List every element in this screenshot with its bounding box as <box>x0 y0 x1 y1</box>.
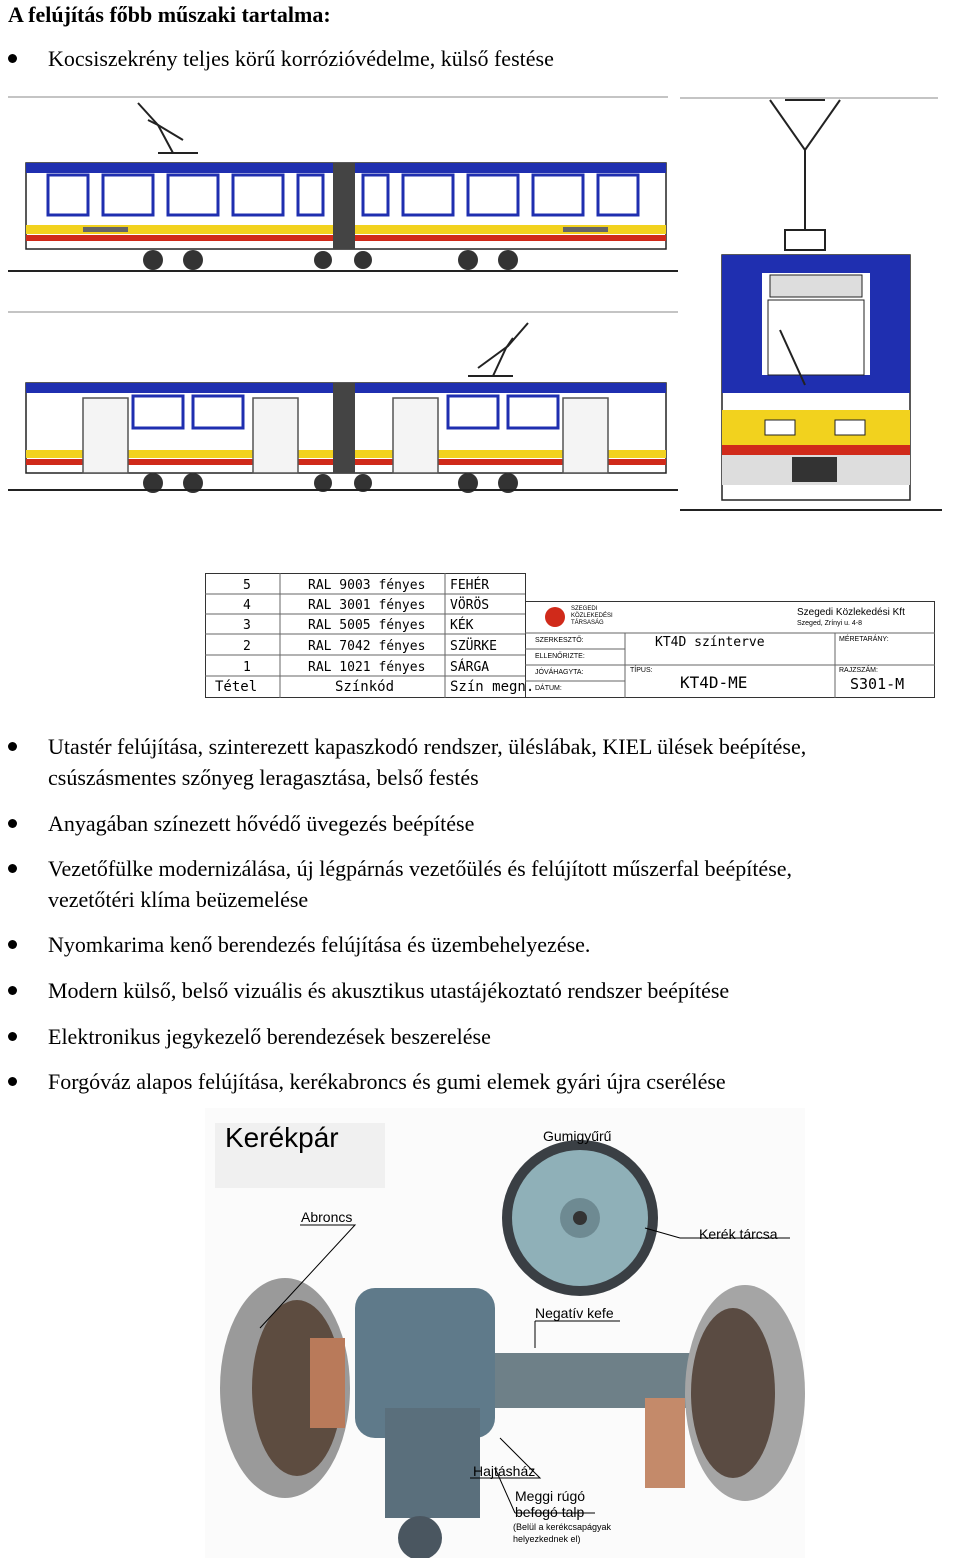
bullet-dot <box>8 54 17 63</box>
bullet-text-line2: csúszásmentes szőnyeg leragasztása, belső festés <box>48 765 479 790</box>
field-checked: ELLENŐRIZTE: <box>535 653 585 660</box>
legend-row-ral: RAL 7042 fényes <box>308 639 426 654</box>
field-date: DÁTUM: <box>535 685 562 692</box>
bullet-dot <box>8 1077 17 1086</box>
legend-header-name: Szín megn. <box>450 679 535 695</box>
bullet-dot <box>8 940 17 949</box>
field-designer: SZERKESZTŐ: <box>535 637 584 644</box>
label-hajtashaz: Hajtásház <box>473 1463 536 1479</box>
label-abroncs: Abroncs <box>301 1209 353 1225</box>
drawing-number: S301-M <box>850 675 905 693</box>
legend-row-name: KÉK <box>450 618 474 633</box>
legend-row-num: 3 <box>243 618 251 633</box>
legend-row-ral: RAL 9003 fényes <box>308 578 426 593</box>
plan-title: KT4D színterve <box>655 635 765 650</box>
legend-header-code: Színkód <box>335 679 395 695</box>
legend-row-num: 1 <box>243 660 251 675</box>
logo-text: SZEGEDI KÖZLEKEDÉSI TÁRSASÁG <box>571 606 613 626</box>
legend-row-ral: RAL 5005 fényes <box>308 618 426 633</box>
company-address: Szeged, Zrínyi u. 4-8 <box>797 620 862 627</box>
field-approved: JÓVÁHAGYTA: <box>535 669 584 676</box>
bullet-text: Nyomkarima kenő berendezés felújítása és üzembehelyezése. <box>48 932 591 957</box>
tram-front-view <box>680 95 942 520</box>
label-negativ-kefe: Negatív kefe <box>535 1305 614 1321</box>
tram-side-view-lower <box>8 308 678 493</box>
legend-row-ral: RAL 1021 fényes <box>308 660 426 675</box>
legend-row-num: 2 <box>243 639 251 654</box>
bullet-text: Anyagában színezett hővédő üvegezés beépítése <box>48 811 475 836</box>
legend-text-layer <box>205 573 935 698</box>
bullet-text-line1: Utastér felújítása, szinterezett kapaszkodó rendszer, üléslábak, KIEL ülések beépítése, <box>48 734 807 759</box>
tram-side-view-upper <box>8 95 678 280</box>
bullet-text: Forgóváz alapos felújítása, kerékabroncs és gumi elemek gyári újra cserélése <box>48 1069 726 1094</box>
label-gumigyuru: Gumigyűrű <box>543 1128 612 1144</box>
legend-row-ral: RAL 3001 fényes <box>308 598 426 613</box>
bullet-dot <box>8 1032 17 1041</box>
bullet-text-line1: Vezetőfülke modernizálása, új légpárnás vezetőülés és felújított műszerfal beépítése, <box>48 856 793 881</box>
bullet-dot <box>8 742 17 751</box>
wheelset-labels <box>205 1108 805 1558</box>
field-type: TÍPUS: <box>630 667 653 674</box>
legend-row-num: 5 <box>243 578 251 593</box>
legend-row-name: SÁRGA <box>450 660 490 675</box>
bullet-text: Elektronikus jegykezelő berendezések beszerelése <box>48 1024 491 1049</box>
bullet-dot <box>8 819 17 828</box>
legend-row-name: FEHÉR <box>450 578 490 593</box>
company-name: Szegedi Közlekedési Kft <box>797 607 905 618</box>
wheelset-title: Kerékpár <box>225 1122 339 1153</box>
section-heading: A felújítás főbb műszaki tartalma: <box>8 2 331 27</box>
field-scale: MÉRETARÁNY: <box>839 636 889 643</box>
legend-row-name: SZÜRKE <box>450 639 497 654</box>
label-kerek-tarcsa: Kerék tárcsa <box>699 1226 778 1242</box>
bullet-text: Kocsiszekrény teljes körű korrózióvédelme, külső festése <box>48 46 554 71</box>
type-value: KT4D-ME <box>680 673 748 692</box>
legend-row-num: 4 <box>243 598 251 613</box>
label-meggi-1: Meggi rúgó <box>515 1488 586 1504</box>
label-meggi-2: befogó talp <box>515 1504 585 1520</box>
bullet-text-line2: vezetőtéri klíma beüzemelése <box>48 887 309 912</box>
bullet-text: Modern külső, belső vizuális és akusztikus utastájékoztató rendszer beépítése <box>48 978 730 1003</box>
field-drawing: RAJZSZÁM: <box>839 667 878 674</box>
label-meggi-note-2: helyezkednek el) <box>513 1534 581 1544</box>
legend-row-name: VÖRÖS <box>450 598 490 613</box>
legend-header-item: Tétel <box>215 679 258 695</box>
bullet-dot <box>8 986 17 995</box>
label-meggi-note-1: (Belül a kerékcsapágyak <box>513 1522 612 1532</box>
bullet-dot <box>8 864 17 873</box>
